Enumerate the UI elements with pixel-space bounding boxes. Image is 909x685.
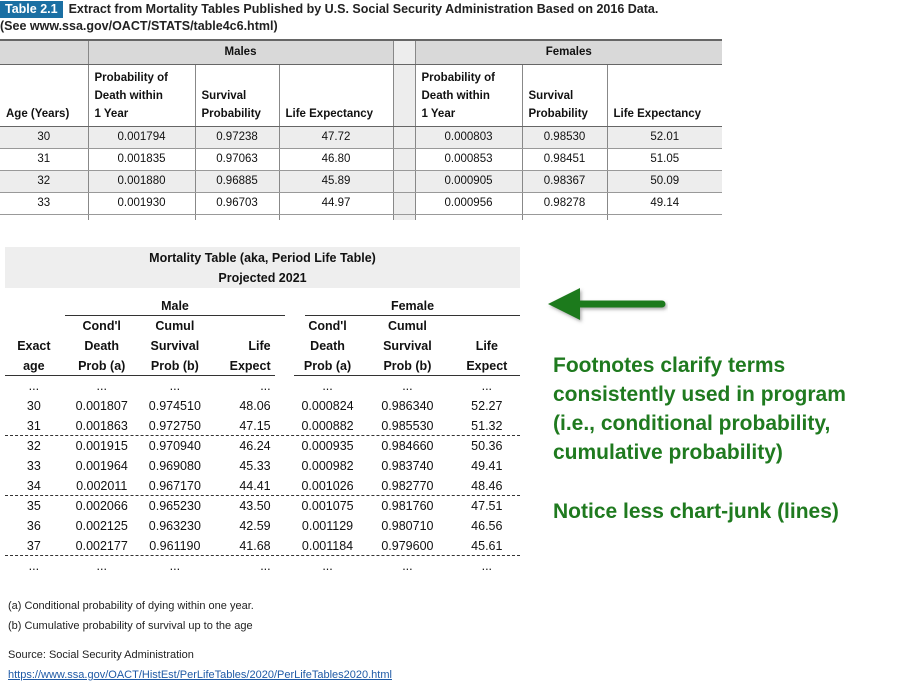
cell-m-pd: 0.002011 xyxy=(76,479,128,493)
cell-f-cs: 0.986340 xyxy=(381,399,434,413)
cell-f-cs: 0.979600 xyxy=(381,539,434,553)
annotation-chart-junk: Notice less chart-junk (lines) xyxy=(553,500,839,523)
table-badge: Table 2.1 xyxy=(0,1,63,18)
table-row xyxy=(0,192,722,214)
table-title: Extract from Mortality Tables Published by U.S. Social Security Administration Based on 2016 Data. xyxy=(68,2,659,16)
cell-age: 37 xyxy=(26,539,41,553)
cell-age: 33 xyxy=(0,192,88,214)
cell-m-pd: 0.001880 xyxy=(88,170,195,192)
footnote-a: (a) Conditional probability of dying within one year. xyxy=(8,600,254,612)
cell-f-le: 52.27 xyxy=(471,399,503,413)
cell-m-cs: 0.965230 xyxy=(148,499,201,513)
col-female-survival: Survival Probability xyxy=(522,64,607,126)
mortality-table-title: Mortality Table (aka, Period Life Table) Projected 2021 xyxy=(5,247,520,288)
group-females: Females xyxy=(415,40,722,64)
source-label: Source: Social Security Administration xyxy=(8,649,194,661)
cell-m-le: 47.15 xyxy=(239,419,271,433)
cell-f-le: 50.09 xyxy=(607,170,722,192)
cell-m-cs: 0.969080 xyxy=(148,459,201,473)
table-row xyxy=(0,126,722,148)
cell-m-le: 47.72 xyxy=(279,126,393,148)
cell-f-le: 45.61 xyxy=(471,539,503,553)
cell-m-le: 44.41 xyxy=(239,479,271,493)
cell-f-le: 52.01 xyxy=(607,126,722,148)
cell-m-pd: 0.001863 xyxy=(75,419,128,433)
table-row xyxy=(5,536,520,556)
table-row xyxy=(0,170,722,192)
ellipsis-row: ... ... ... ... ... ... ... xyxy=(28,559,493,573)
cell-f-pd: 0.001075 xyxy=(301,499,354,513)
left-arrow-icon xyxy=(546,286,668,326)
table-2-1-caption xyxy=(0,0,722,18)
cell-m-pd: 0.002177 xyxy=(75,539,128,553)
cell-age: 30 xyxy=(0,126,88,148)
group-header-row xyxy=(0,40,722,64)
cell-f-pd: 0.000905 xyxy=(415,170,522,192)
cell-m-cs: 0.970940 xyxy=(148,439,201,453)
table-row xyxy=(5,496,520,516)
cell-m-cs: 0.974510 xyxy=(148,399,201,413)
cell-f-sp: 0.98367 xyxy=(522,170,607,192)
cell-m-pd: 0.002125 xyxy=(75,519,128,533)
cell-m-pd: 0.001964 xyxy=(75,459,128,473)
cell-age: 32 xyxy=(26,439,41,453)
mortality-group-row xyxy=(5,296,520,316)
annotation-footnotes: Footnotes clarify terms consistently used in program (i.e., conditional probability, cumulative probability) xyxy=(553,354,846,464)
col-age: Age (Years) xyxy=(0,64,88,126)
header-row-2: Exact Death Survival Life Death Survival Life xyxy=(17,339,498,353)
cell-m-le: 46.80 xyxy=(279,148,393,170)
cell-m-cs: 0.963230 xyxy=(148,519,201,533)
cell-m-le: 48.06 xyxy=(239,399,271,413)
cell-m-pd: 0.001930 xyxy=(88,192,195,214)
header-row-1: Cond'l Cumul Cond'l Cumul xyxy=(82,319,427,333)
cell-f-cs: 0.982770 xyxy=(381,479,434,493)
cell-f-pd: 0.000882 xyxy=(301,419,354,433)
cell-f-cs: 0.984660 xyxy=(381,439,434,453)
cell-age: 33 xyxy=(26,459,41,473)
col-female-prob-death: Probability of Death within 1 Year xyxy=(415,64,522,126)
col-female-life-exp: Life Expectancy xyxy=(607,64,722,126)
table-row xyxy=(0,148,722,170)
cell-age: 32 xyxy=(0,170,88,192)
table-2-1-section xyxy=(0,0,722,220)
cell-m-le: 43.50 xyxy=(239,499,271,513)
cell-m-pd: 0.001807 xyxy=(75,399,128,413)
group-female: Female xyxy=(305,296,520,316)
cell-f-pd: 0.001026 xyxy=(301,479,354,493)
table-row xyxy=(5,456,520,476)
header-row-3: age Prob (a) Prob (b) Expect Prob (a) Prob (b) Expect xyxy=(5,356,520,376)
cell-f-sp: 0.98451 xyxy=(522,148,607,170)
cell-m-sp: 0.97238 xyxy=(195,126,279,148)
cell-m-pd: 0.001835 xyxy=(88,148,195,170)
cell-age: 31 xyxy=(26,419,41,433)
cell-m-le: 42.59 xyxy=(239,519,271,533)
cell-f-sp: 0.98530 xyxy=(522,126,607,148)
cell-f-le: 50.36 xyxy=(471,439,503,453)
cell-age: 30 xyxy=(26,399,41,413)
cell-f-cs: 0.983740 xyxy=(381,459,434,473)
cell-m-sp: 0.96885 xyxy=(195,170,279,192)
cell-m-pd: 0.001915 xyxy=(75,439,128,453)
cell-f-le: 48.46 xyxy=(471,479,503,493)
footnote-b: (b) Cumulative probability of survival up to the age xyxy=(8,620,253,632)
table-row xyxy=(5,416,520,436)
cell-m-pd: 0.002066 xyxy=(75,499,128,513)
cell-m-sp: 0.96703 xyxy=(195,192,279,214)
cell-m-le: 45.89 xyxy=(279,170,393,192)
cell-f-pd: 0.000803 xyxy=(415,126,522,148)
source-link[interactable]: https://www.ssa.gov/OACT/HistEst/PerLifeTables/2020/PerLifeTables2020.html xyxy=(8,669,392,681)
cell-f-le: 47.51 xyxy=(471,499,503,513)
cell-m-le: 44.97 xyxy=(279,192,393,214)
cell-m-le: 46.24 xyxy=(239,439,271,453)
cell-m-cs: 0.972750 xyxy=(148,419,201,433)
cell-age: 31 xyxy=(0,148,88,170)
table-2-1 xyxy=(0,39,722,220)
cell-f-cs: 0.985530 xyxy=(381,419,434,433)
cell-age: 35 xyxy=(26,499,41,513)
cell-f-le: 46.56 xyxy=(471,519,503,533)
cell-f-le: 49.14 xyxy=(607,192,722,214)
col-male-survival: Survival Probability xyxy=(195,64,279,126)
cell-f-le: 49.41 xyxy=(471,459,503,473)
cell-f-cs: 0.981760 xyxy=(381,499,434,513)
table-row xyxy=(5,476,520,496)
cell-age: 34 xyxy=(26,479,41,493)
cell-f-le: 51.32 xyxy=(471,419,503,433)
cell-f-pd: 0.001184 xyxy=(301,539,354,553)
ellipsis-row: ... ... ... ... ... ... ... xyxy=(28,379,493,393)
cell-f-pd: 0.000824 xyxy=(301,399,354,413)
group-males: Males xyxy=(88,40,393,64)
mortality-table xyxy=(5,296,520,576)
cell-age: 36 xyxy=(26,519,41,533)
cell-f-pd: 0.000935 xyxy=(301,439,354,453)
table-row xyxy=(5,516,520,536)
table-row xyxy=(5,436,520,456)
table-source-url: (See www.ssa.gov/OACT/STATS/table4c6.html) xyxy=(0,19,278,33)
cell-m-pd: 0.001794 xyxy=(88,126,195,148)
cell-f-pd: 0.000956 xyxy=(415,192,522,214)
col-male-prob-death: Probability of Death within 1 Year xyxy=(88,64,195,126)
cell-f-pd: 0.000982 xyxy=(301,459,354,473)
cell-m-sp: 0.97063 xyxy=(195,148,279,170)
cell-m-le: 41.68 xyxy=(239,539,271,553)
cell-m-le: 45.33 xyxy=(239,459,271,473)
column-header-row xyxy=(0,64,722,126)
cell-f-le: 51.05 xyxy=(607,148,722,170)
group-male: Male xyxy=(65,296,285,316)
cell-f-cs: 0.980710 xyxy=(381,519,434,533)
col-male-life-exp: Life Expectancy xyxy=(279,64,393,126)
table-row xyxy=(5,396,520,416)
cell-f-pd: 0.001129 xyxy=(301,519,354,533)
cell-f-sp: 0.98278 xyxy=(522,192,607,214)
cell-m-cs: 0.967170 xyxy=(148,479,201,493)
cell-m-cs: 0.961190 xyxy=(149,539,201,553)
cell-f-pd: 0.000853 xyxy=(415,148,522,170)
